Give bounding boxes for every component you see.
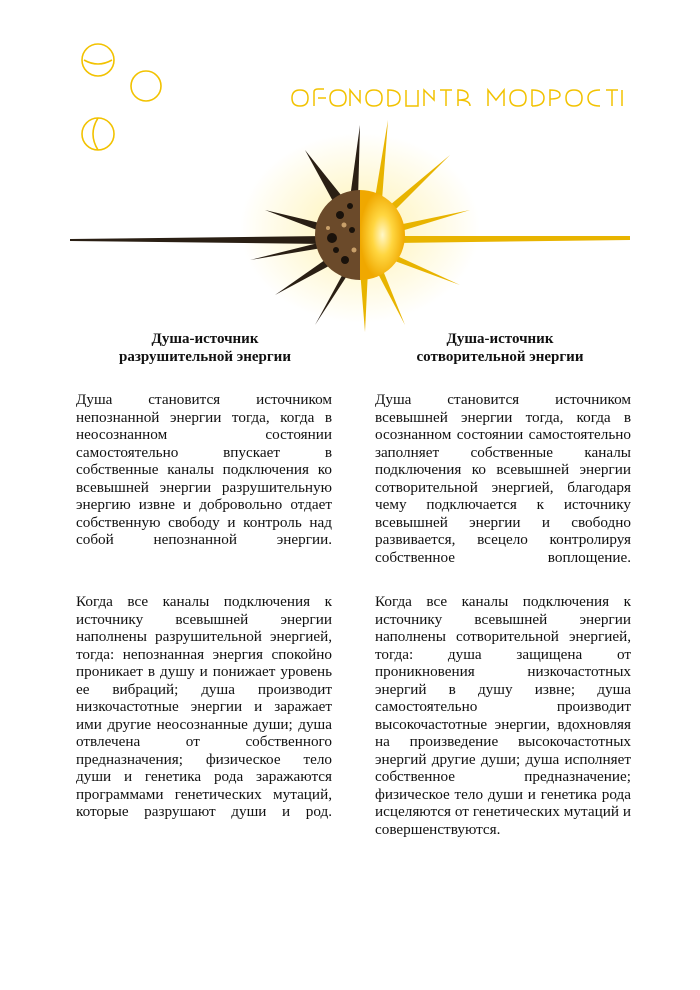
left-paragraph-1: Душа становится источником непознанной энергии тогда, когда в неосознанном состоянии самостоятельно впускает в собственные каналы подключения ко всевышней энергии разрушительную энергию извне и добровольно отдает собственную свободу и контроль над собой непознанной энергии. [76, 391, 332, 548]
right-heading-line1: Душа-источник [446, 331, 554, 347]
sun-star-illustration [60, 110, 640, 335]
left-paragraph-2: Когда все каналы подключения к источнику всевышней энергии наполнены разрушительной энергией, тогда: непознанная энергия спокойно проникает в душу и понижает уровень ее вибраций; душа производит низкочастотные энергии и заражает ими другие неосознанные души; душа отвлечена от собственного предназначения; физическое тело души и генетика рода заражаются программами генетических мутаций, которые разрушают души и род. [76, 593, 332, 820]
right-paragraph-2: Когда все каналы подключения к источнику всевышней энергии наполнены сотворительной энергией, тогда: душа защищена от проникновения низкочастотных энергий в душу извне; душа самостоятельно производит высокочастотные энергии, вдохновляя на произведение высокочастотных энергий другие души; душа исполняет собственное предназначение; физическое тело души и генетика рода исцеляются от генетических мутаций и совершенствуются. [375, 593, 631, 838]
left-heading [60, 330, 350, 366]
left-heading-line1: Душа-источник [151, 331, 259, 347]
ornamental-script-banner [288, 84, 628, 112]
left-heading-line2: разрушительной энергии [119, 349, 291, 365]
right-paragraph-1: Душа становится источником всевышней энергии тогда, когда в осознанном состоянии самостоятельно заполняет собственные каналы подключения ко всевышней энергии сотворительной энергией, благодаря чему подключается к источнику всевышней энергии и свободно развивается, всецело контролируя собственное воплощение. [375, 391, 631, 566]
right-heading [355, 330, 645, 366]
right-heading-line2: сотворительной энергии [416, 349, 584, 365]
